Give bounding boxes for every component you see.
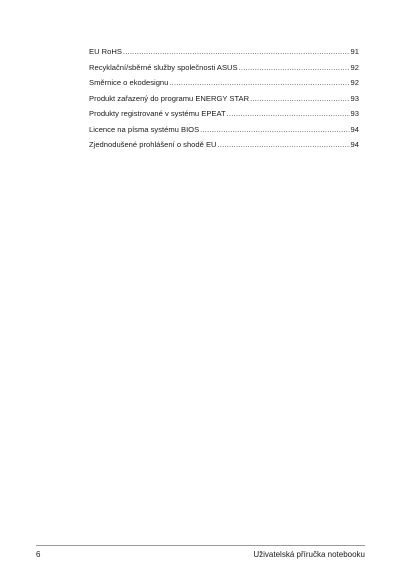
toc-entry-page: 93	[350, 93, 359, 103]
toc-entry-recycling[interactable]	[89, 60, 359, 76]
toc-entry-bios-fonts[interactable]	[89, 122, 359, 138]
footer-manual-title: Uživatelská příručka notebooku	[253, 550, 365, 559]
toc-entry-title: Směrnice o ekodesignu	[89, 78, 169, 87]
footer-divider	[36, 545, 365, 546]
table-of-contents	[89, 44, 359, 153]
toc-entry-page: 92	[350, 78, 359, 87]
toc-entry-title: Licence na písma systému BIOS	[89, 124, 200, 134]
toc-dot-leader	[239, 60, 350, 76]
toc-entry-title: Produkt zařazený do programu ENERGY STAR	[89, 93, 250, 103]
toc-dot-leader	[250, 91, 349, 107]
toc-entry-energy-star[interactable]	[89, 91, 359, 107]
toc-dot-leader	[218, 137, 350, 153]
toc-entry-eu-declaration[interactable]	[89, 137, 359, 153]
toc-entry-page: 92	[350, 62, 359, 72]
toc-dot-leader	[169, 75, 349, 91]
toc-entry-title: Produkty registrované v systému EPEAT	[89, 109, 226, 118]
toc-entry-title: EU RoHS	[89, 47, 122, 56]
toc-entry-title: Recyklační/sběrné služby společnosti ASUS	[89, 62, 238, 72]
toc-entry-page: 93	[350, 109, 359, 118]
footer-page-number: 6	[36, 550, 41, 559]
toc-dot-leader	[200, 122, 349, 138]
toc-dot-leader	[123, 44, 350, 60]
toc-entry-page: 94	[350, 140, 359, 149]
toc-entry-epeat[interactable]	[89, 106, 359, 122]
toc-entry-eu-rohs[interactable]	[89, 44, 359, 60]
toc-entry-page: 94	[350, 124, 359, 134]
toc-dot-leader	[227, 106, 350, 122]
toc-entry-title: Zjednodušené prohlášení o shodě EU	[89, 140, 217, 149]
toc-entry-page: 91	[350, 47, 359, 56]
toc-entry-ecodesign[interactable]	[89, 75, 359, 91]
